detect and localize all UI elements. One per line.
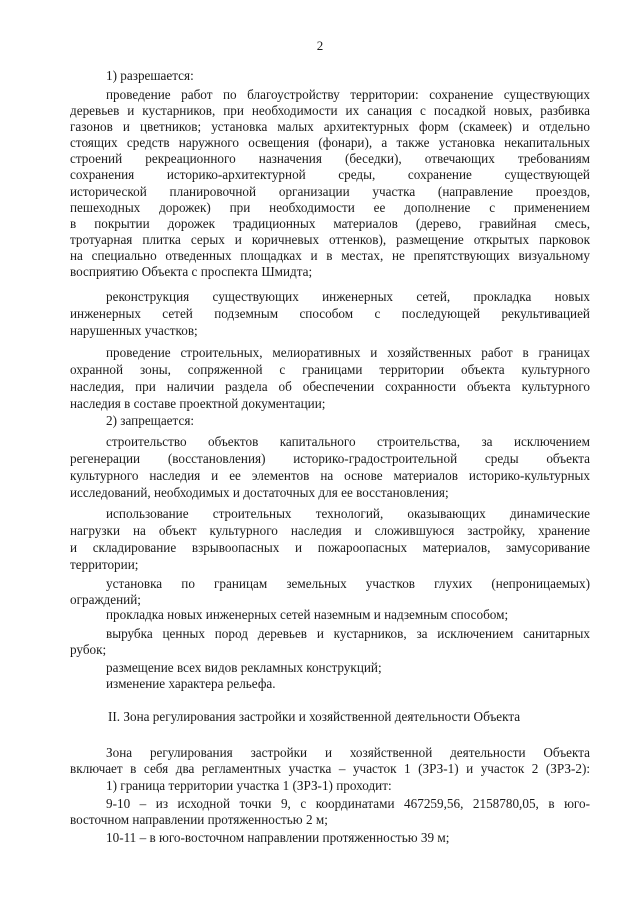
text-line: строительство объектов капитального строительства, за исключением [106,434,590,449]
text-line: Зона регулирования застройки и хозяйственной деятельности Объекта [106,745,590,760]
text-line: деревьев и кустарников, при необходимости их санация с посадкой новых, разбивка [70,103,590,118]
text-line: восточном направлении протяженностью 2 м; [70,812,328,827]
text-line: нагрузки на объект культурного наследия и сложившуюся застройку, хранение [70,523,590,538]
text-line: нарушенных участков; [70,323,198,338]
section-heading: II. Зона регулирования застройки и хозяйственной деятельности Объекта [108,709,521,724]
text-line: проведение строительных, мелиоративных и хозяйственных работ в границах [106,345,590,360]
text-line: реконструкция существующих инженерных сетей, прокладка новых [106,289,590,304]
text-line: культурного наследия и ее элементов на основе материалов историко-культурных [70,468,590,483]
text-line: 10-11 – в юго-восточном направлении протяженностью 39 м; [106,830,450,845]
text-line: 2) запрещается: [106,413,195,428]
text-line: в покрытии дорожек традиционных материалов (дерево, гравийная смесь, [70,216,590,231]
text-line: исследований, необходимых и достаточных для ее восстановления; [70,485,449,500]
text-line: стоящих средств наружного освещения (фонари), а также установка некапитальных [70,135,590,150]
text-line: и складирование взрывоопасных и пожароопасных материалов, замусоривание [70,540,590,555]
text-line: пешеходных дорожек) при необходимости ее дополнение с применением [70,200,590,215]
text-line: исторической планировочной организации участка (направление проездов, [70,184,590,199]
text-line: изменение характера рельефа. [106,676,276,691]
text-line: 1) граница территории участка 1 (ЗРЗ-1) проходит: [106,778,392,793]
text-line: ограждений; [70,592,141,607]
text-line: сохранения историко-архитектурной среды, сохранение существующей [70,167,590,182]
text-line: 9-10 – из исходной точки 9, с координатами 467259,56, 2158780,05, в юго- [106,796,590,811]
text-line: территории; [70,557,139,572]
text-line: инженерных сетей подземным способом с последующей рекультивацией [70,306,590,321]
text-line: установка по границам земельных участков глухих (непроницаемых) [106,576,590,591]
text-line: на специально отведенных площадках и в местах, не препятствующих визуальному [70,248,590,263]
text-line: 1) разрешается: [106,68,194,83]
text-line: размещение всех видов рекламных конструкций; [106,660,382,675]
text-line: рубок; [70,642,107,657]
text-line: использование строительных технологий, оказывающих динамические [106,506,590,521]
text-line: восприятию Объекта с проспекта Шмидта; [70,264,313,279]
page-number: 2 [316,38,324,53]
text-line: регенерации (восстановления) историко-градостроительной среды объекта [70,451,590,466]
text-line: вырубка ценных пород деревьев и кустарников, за исключением санитарных [106,626,590,641]
text-line: проведение работ по благоустройству территории: сохранение существующих [106,87,590,102]
text-line: наследия, при наличии раздела об обеспечении сохранности объекта культурного [70,379,590,394]
text-line: строений рекреационного назначения (беседки), отвечающих требованиям [70,151,590,166]
text-line: тротуарная плитка серых и коричневых оттенков), размещение открытых парковок [70,232,590,247]
text-line: охранной зоны, сопряженной с границами территории объекта культурного [70,362,590,377]
text-line: включает в себя два регламентных участка – участок 1 (ЗРЗ-1) и участок 2 (ЗРЗ-2): [70,761,590,776]
text-line: газонов и цветников; установка малых архитектурных форм (скамеек) и отдельно [70,119,590,134]
text-line: прокладка новых инженерных сетей наземным и надземным способом; [106,607,509,622]
text-line: наследия в составе проектной документации; [70,396,326,411]
